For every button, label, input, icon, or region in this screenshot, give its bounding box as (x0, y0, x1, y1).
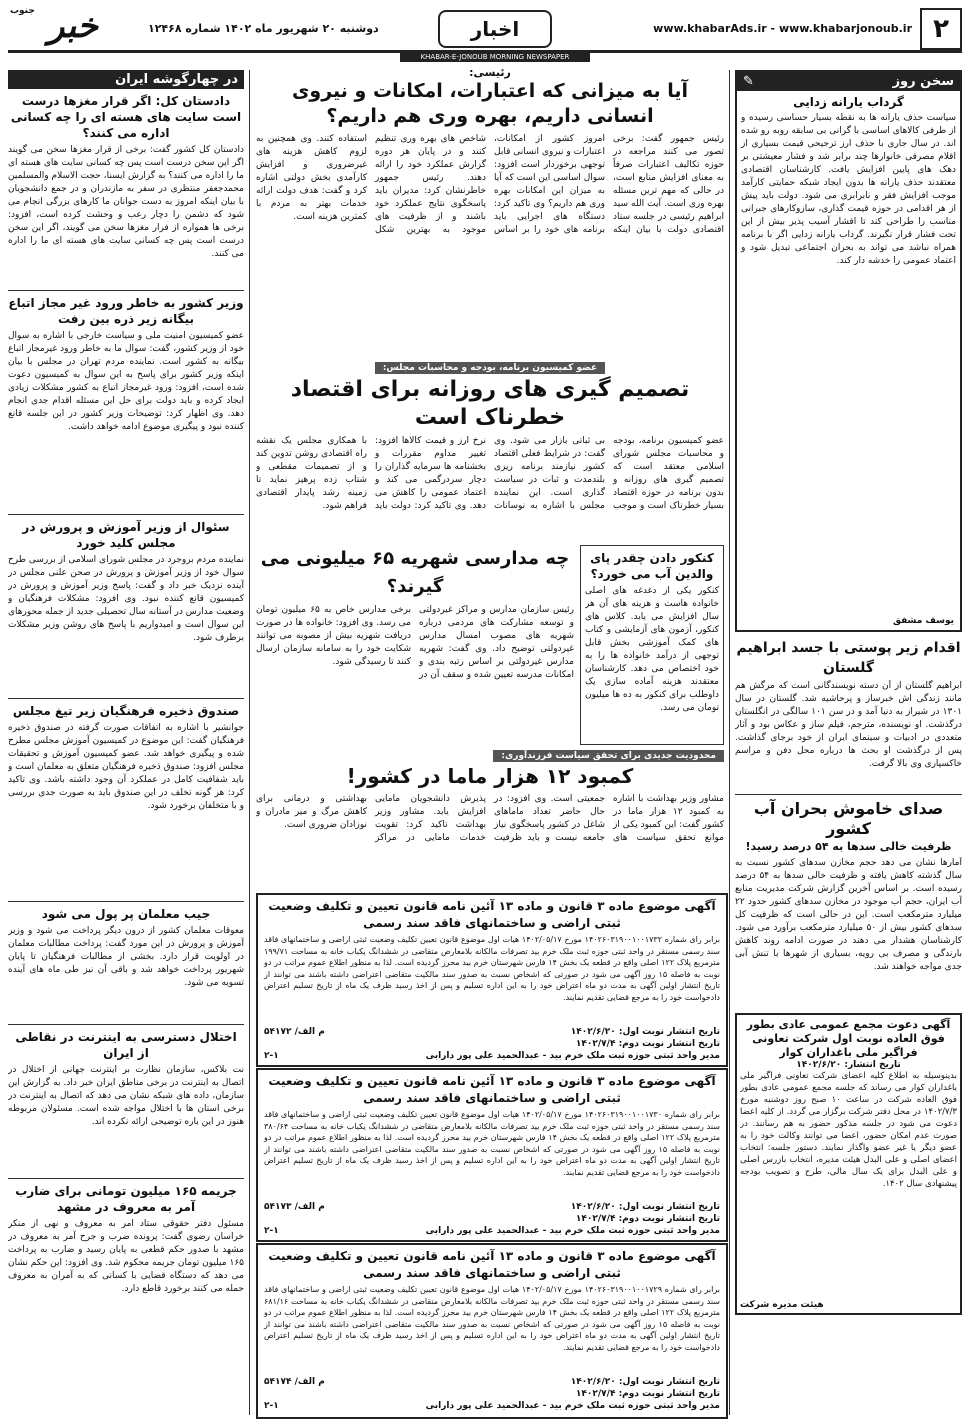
lead-headline: آیا به میزانی که اعتبارات، امکانات و نیروی انسانی داریم، بهره وری هم داریم؟ (292, 80, 688, 127)
ad-signature: مدیر واحد ثبتی حوزه ثبت ملک خرم بید - عبدالحمید علی پور دارابی (425, 1401, 720, 1411)
left-column-title: در چهارگوشه ایران (8, 70, 244, 89)
second-body: عضو کمیسیون برنامه، بودجه و محاسبات مجلس شورای اسلامی معتقد است که تصمیم گیری های روزانه و بدون برنامه در حوزه اقتصاد بسیار خطرناک است و موجب بی ثباتی بازار می شود. وی گفت: در شرایط فعلی اقتصاد کشور نیازمند برنامه ریزی بلندمدت و ثبات در سیاست گذاری است. این نماینده مجلس با اشاره به نوسانات نرخ ارز و قیمت کالاها افزود: تغییر مداوم مقررات و بخشنامه ها سرمایه گذاران را دچار سردرگمی می کند و اعتماد عمومی را کاهش می دهد. وی تاکید کرد: دولت باید با همکاری مجلس یک نقشه راه اقتصادی روشن تدوین کند و از تصمیمات مقطعی و شتاب زده پرهیز نماید تا زمینه رشد پایدار اقتصادی فراهم شود. (256, 436, 724, 511)
article-title: جیب معلمان پر پول می شود (41, 907, 211, 921)
ad-signature: مدیر واحد ثبتی حوزه ثبت ملک خرم بید - عبدالحمید علی پور دارابی (425, 1226, 720, 1236)
article-body: نت بلاکس، سازمان نظارت بر اینترنت جهانی از اختلال در اتصال به اینترنت در برخی مناطق ایران خبر داد. به گزارش این سازمان، داده های شبکه نشان می دهد که اتصال به اینترنت در برخی استان ها با اختلال مواجه شده است. مسئولان مربوطه هنوز در این باره توضیحی ارائه نکرده اند. (8, 1065, 244, 1127)
ad-body: برابر رای شماره ۱۴۰۲۶۰۳۱۹۰۰۱۰۰۱۷۳۰ مورخ ۱۴۰۲/۰۵/۱۷ هیات اول موضوع قانون تعیین تکلیف وضعیت ثبتی اراضی و ساختمانهای فاقد سند رسمی مستقر در واحد ثبتی حوزه ثبت ملک خرم بید تصرفات مالکانه بلامعارض متقاضی در ششدانگ یکباب خانه به مساحت ۳۸۰/۶۴ مترمربع پلاک ۱۲۲ اصلی واقع در قطعه یک بخش ۱۴ فارس شهرستان خرم بید محرز گردیده است. لذا به منظور اطلاع عموم مراتب در دو نوبت به فاصله ۱۵ روز آگهی می شود در صورتی که اشخاص نسبت به صدور سند مالکیت متقاضی اعتراضی داشته باشند می توانند از تاریخ انتشار اولین آگهی به مدت دو ماه اعتراض خود را به این اداره تسلیم و پس از اخذ رسید ظرف یک ماه از تاریخ تسلیم اعتراض دادخواست خود را به مرجع قضایی تقدیم نمایند. (264, 1110, 720, 1177)
konkur-body: کنکور یکی از دغدغه های اصلی خانواده هاست و هزینه های آن هر سال افزایش می یابد. کلاس های کنکور، آزمون های آزمایشی و کتاب های کمک آموزشی بخش قابل توجهی از درآمد خانواده ها را به خود اختصاص می دهد. کارشناسان معتقدند هزینه آماده سازی یک داوطلب برای کنکور به ده ها میلیون تومان می رسد. (585, 586, 719, 713)
midwife-article (256, 750, 724, 888)
english-strip: KHABAR-E-JONOUB MORNING NEWSPAPER (400, 52, 590, 62)
divider (8, 514, 244, 515)
logo-text: خبر (47, 6, 99, 46)
ad-footer (258, 1213, 726, 1225)
ad-body: برابر رای شماره ۱۴۰۲۶۰۳۱۹۰۰۱۰۰۱۷۳۲ مورخ ۱۴۰۲/۰۵/۱۷ هیات اول موضوع قانون تعیین تکلیف وضعیت ثبتی اراضی و ساختمانهای فاقد سند رسمی مستقر در واحد ثبتی حوزه ثبت ملک خرم بید تصرفات مالکانه بلامعارض متقاضی در ششدانگ یکباب خانه به مساحت ۱۹۹/۷۱ مترمربع پلاک ۱۲۲ اصلی واقع در قطعه یک بخش ۱۴ فارس شهرستان خرم بید محرز گردیده است. لذا به منظور اطلاع عموم مراتب در دو نوبت به فاصله ۱۵ روز آگهی می شود در صورتی که اشخاص نسبت به صدور سند مالکیت متقاضی اعتراضی داشته باشند می توانند از تاریخ انتشار اولین آگهی به مدت دو ماه اعتراض خود را به این اداره تسلیم و پس از اخذ رسید ظرف یک ماه از تاریخ تسلیم اعتراض دادخواست خود را به مرجع قضایی تقدیم نمایند. (264, 935, 720, 1002)
ad-footer (258, 1388, 726, 1400)
article-body: مسئول دفتر حقوقی ستاد امر به معروف و نهی از منکر خراسان رضوی گفت: پرونده ضرب و جرح آمر به معروف در مشهد با صدور حکم قطعی به پایان رسید و ضارب به پرداخت ۱۶۵ میلیون تومان جریمه محکوم شد. وی افزود: این حکم نشان می دهد که دستگاه قضایی با کسانی که به آمران به معروف حمله می کنند برخورد قاطع دارد. (8, 1219, 244, 1294)
newspaper-logo (8, 4, 138, 48)
ad-date-first: تاریخ انتشار نوبت اول: ۱۴۰۲/۶/۲۰ (570, 1202, 720, 1212)
right-column (735, 70, 962, 1415)
lead-body: رئیس جمهور گفت: برخی تصور می کنند مراجعه در حوزه تکالیف اعتبارات صرفاً به معنای افزایش منابع است، در حالی که مهم ترین مسئله بهره وری است. آیت الله سید ابراهیم رئیسی در جلسه ستاد اقتصادی دولت با بیان اینکه امروز کشور از امکانات، اعتبارات و نیروی انسانی قابل توجهی برخوردار است افزود: سوال اساسی این است که آیا به میزان این امکانات بهره وری هم داریم؟ وی تاکید کرد: دستگاه های اجرایی باید برنامه های خود را بر اساس شاخص های بهره وری تنظیم کنند و در پایان هر دوره گزارش عملکرد خود را ارائه دهند. رئیس جمهور خاطرنشان کرد: مدیران باید پاسخگوی نتایج عملکرد خود باشند و از ظرفیت های موجود به بهترین شکل استفاده کنند. وی همچنین به لزوم کاهش هزینه های غیرضروری و افزایش کارآمدی بخش دولتی اشاره کرد و گفت: هدف دولت ارائه خدمات بهتر به مردم با کمترین هزینه است. (256, 134, 724, 235)
pen-icon: ✎ (743, 74, 754, 89)
lead-kicker: رئیسی: (469, 66, 511, 79)
issue-date: دوشنبه ۲۰ شهریور ماه ۱۴۰۲ شماره ۱۲۴۶۸ (148, 22, 379, 35)
golestan-body: ابراهیم گلستان از آن دسته نویسندگانی است که مرگش هم مانند زندگی اش خبرساز و پرحاشیه شد. گلستان در سال ۱۳۰۱ در شیراز به دنیا آمد و در سن ۱۰۱ سالگی در انگلستان درگذشت. او نویسنده، مترجم، فیلم ساز و عکاس بود و آثار متعددی در ادبیات و سینمای ایران از خود برجای گذاشت. پس از درگذشت او بحث ها درباره محل دفن و مراسم خاکسپاری وی بالا گرفت. (735, 681, 962, 769)
ad-number: ۲-۱ (264, 1226, 279, 1236)
ad-number: ۲-۱ (264, 1401, 279, 1411)
midwife-headline: کمبود ۱۲ هزار ماما در کشور! (346, 764, 634, 788)
school-headline: چه مدارسی شهریه ۶۵ میلیونی می گیرند؟ (260, 548, 570, 597)
lead-article (256, 66, 724, 351)
ad-footer (258, 1038, 726, 1050)
article-body: نماینده مردم بروجرد در مجلس شورای اسلامی از بررسی طرح سوال خود از وزیر آموزش و پرورش در صحن علنی مجلس در آینده نزدیک خبر داد و گفت: پاسخ وزیر آموزش و پرورش در کمیسیون قانع کننده نبود. وی افزود: مشکلات فرهنگیان و وضعیت مدارس در آستانه سال تحصیلی جدید از جمله محورهای این سوال است و امیدواریم با پاسخ های روشن وزیر مشکلات برطرف شود. (8, 555, 244, 643)
divider (8, 1024, 244, 1025)
ad-signature-row (258, 1400, 726, 1412)
divider (8, 290, 244, 291)
divider (8, 1178, 244, 1179)
ad-date-first: تاریخ انتشار نوبت اول: ۱۴۰۲/۶/۲۰ (570, 1027, 720, 1037)
assembly-title: آگهی دعوت مجمع عمومی عادی بطور فوق العاده نوبت اول شرکت تعاونی فراگیر ملی باغداران کوار (746, 1018, 951, 1059)
article-title: صندوق ذخیره فرهنگیان زیر تیغ مجلس (12, 704, 240, 718)
ad-title: آگهی موضوع ماده ۳ قانون و ماده ۱۳ آئین نامه قانون تعیین و تکلیف وضعیت ثبتی اراضی و ساختمانهای فاقد سند رسمی (268, 899, 716, 930)
column-divider (249, 70, 250, 1415)
konkur-title: کنکور دادن چقدر پای والدین آب می خورد؟ (590, 551, 714, 581)
ad-title: آگهی موضوع ماده ۳ قانون و ماده ۱۳ آئین نامه قانون تعیین و تکلیف وضعیت ثبتی اراضی و ساختمانهای فاقد سند رسمی (268, 1074, 716, 1105)
assembly-date: تاریخ انتشار: ۱۴۰۲/۶/۲۰ (796, 1060, 901, 1070)
ad-title: آگهی موضوع ماده ۳ قانون و ماده ۱۳ آئین نامه قانون تعیین و تکلیف وضعیت ثبتی اراضی و ساختمانهای فاقد سند رسمی (268, 1249, 716, 1280)
article-body: معوقات معلمان کشور از درون دیگر پرداخت می شود و وزیر آموزش و پرورش در این مورد گفت: پرداخت مطالبات معلمان در اولویت قرار دارد. بخشی از مطالبات فرهنگیان تا پایان شهریور پرداخت خواهد شد و باقی آن نیز طی ماه های آینده تسویه می شود. (8, 926, 244, 988)
logo-subtitle: جنوب (10, 6, 35, 16)
article-body: عضو کمیسیون امنیت ملی و سیاست خارجی با اشاره به سوال خود از وزیر کشور، گفت: سوال ما به خاطر ورود غیرمجاز اتباع بیگانه به کشور است. نماینده مردم تهران در مجلس با بیان اینکه وزیر کشور برای پاسخ به این سوال به کمیسیون دعوت شده است، افزود: ورود غیرمجاز اتباع به کشور مشکلات زیادی ایجاد کرده و باید دولت برای حل این مسئله اقدام جدی انجام دهد. وی اظهار کرد: توضیحات وزیر کشور در این جلسه قانع کننده نبود و پیگیری موضوع ادامه خواهد داشت. (8, 331, 244, 432)
article-body: جوانشیر با اشاره به اتفاقات صورت گرفته در صندوق ذخیره فرهنگیان گفت: این موضوع در کمیسیون آموزش مجلس مطرح شده و پیگیری خواهد شد. عضو کمیسیون آموزش و تحقیقات مجلس افزود: صندوق ذخیره فرهنگیان متعلق به معلمان است و باید شفافیت کامل در عملکرد آن وجود داشته باشد. وی تاکید کرد: هر گونه تخلف در این صندوق باید به صورت جدی بررسی و با متخلفان برخورد شود. (8, 723, 244, 811)
ad-signature-row (258, 1050, 726, 1062)
ad-date-second: تاریخ انتشار نوبت دوم: ۱۴۰۲/۷/۴ (575, 1389, 720, 1399)
water-headline: صدای خاموش بحران آب کشور (753, 799, 944, 838)
ad-date-second: تاریخ انتشار نوبت دوم: ۱۴۰۲/۷/۴ (575, 1214, 720, 1224)
article-body: دادستان کل کشور گفت: برخی از قرار مغزها سخن می گویند اگر این سخن درست است پس چه کسانی سایت های هسته ای ما را اداره می کنند؟ به گزارش ایسنا، حجت الاسلام والمسلمین محمدجعفر منتظری در سفر به مازندران و در جمع دانشجویان با بیان اینکه امروز به دست جوانان ما کارهای بزرگی انجام می شود که دشمن را دچار رعب و وحشت کرده است، افزود: برخی ها همواره از فرار مغزها سخن می گویند، اگر این سخن درست است پس چه کسانی سایت های هسته ای ما را اداره می کنند. (8, 145, 244, 259)
golestan-headline: اقدام زیر پوستی با جسد ابراهیم گلستان (736, 640, 961, 676)
editorial-title: گرداب یارانه زدایی (793, 95, 904, 109)
assembly-body: بدینوسیله به اطلاع کلیه اعضای شرکت تعاونی فراگیر ملی باغداران کوار می رساند که جلسه مجمع عمومی عادی بطور فوق العاده شرکت در ساعت ۱۰ صبح روز دوشنبه مورخ ۱۴۰۲/۷/۳ در محل دفتر شرکت برگزار می گردد. از کلیه اعضا دعوت می شود در جلسه مذکور حضور به هم رسانند. در صورت عدم امکان حضور، اعضا می توانند وکالت خود را به عضو دیگر یا غیر عضو واگذار نمایند. دستور جلسه: انتخاب اعضای اصلی و علی البدل هیئت مدیره، انتخاب بازرس اصلی و علی البدل برای یک سال مالی، طرح و تصویب بودجه پیشنهادی سال ۱۴۰۲. (740, 1071, 957, 1189)
article-title: وزیر کشور به خاطر ورود غیر مجاز اتباع بیگانه زیر ذره بین رفت (8, 296, 244, 326)
second-headline: تصمیم گیری های روزانه برای اقتصاد خطرناک است (290, 377, 690, 430)
ad-date-first: تاریخ انتشار نوبت اول: ۱۴۰۲/۶/۲۰ (570, 1377, 720, 1387)
ad-date-second: تاریخ انتشار نوبت دوم: ۱۴۰۲/۷/۴ (575, 1039, 720, 1049)
section-title: اخبار (438, 10, 552, 48)
divider (735, 794, 962, 795)
page-header (8, 8, 962, 53)
ad-number: ۲-۱ (264, 1051, 279, 1061)
column-divider (729, 70, 730, 1415)
page-number: ۲ (920, 8, 962, 50)
ad-body: برابر رای شماره ۱۴۰۲۶۰۳۱۹۰۰۱۰۰۱۷۲۹ مورخ ۱۴۰۲/۰۵/۱۷ هیات اول موضوع قانون تعیین تکلیف وضعیت ثبتی اراضی و ساختمانهای فاقد سند رسمی مستقر در واحد ثبتی حوزه ثبت ملک خرم بید تصرفات مالکانه بلامعارض متقاضی در ششدانگ یکباب خانه به مساحت ۶۸۱/۱۶ مترمربع پلاک ۱۲۲ اصلی واقع در قطعه یک بخش ۱۴ فارس شهرستان خرم بید محرز گردیده است. لذا به منظور اطلاع عموم مراتب در دو نوبت به فاصله ۱۵ روز آگهی می شود در صورتی که اشخاص نسبت به صدور سند مالکیت متقاضی اعتراضی داشته باشند می توانند از تاریخ انتشار اولین آگهی به مدت دو ماه اعتراض خود را به این اداره تسلیم و پس از اخذ رسید ظرف یک ماه از تاریخ تسلیم اعتراض دادخواست خود را به مرجع قضایی تقدیم نمایند. (264, 1285, 720, 1352)
second-article (256, 355, 724, 545)
legal-ad (256, 1068, 728, 1242)
editorial-section: سخن روز (892, 74, 954, 89)
assembly-notice (735, 1013, 962, 1315)
editorial-header (737, 72, 960, 91)
assembly-signature: هیئت مدیره شرکت (740, 1300, 824, 1310)
school-article (256, 545, 574, 745)
website-url[interactable]: www.khabarAds.ir - www.khabarjonoub.ir (653, 22, 912, 35)
midwife-kicker: محدودیت جدیدی برای تحقق سیاست فرزندآوری: (493, 750, 724, 762)
school-body: رئیس سازمان مدارس و مراکز غیردولتی و توسعه مشارکت های مردمی درباره شهریه های مصوب امسال مدارس غیردولتی توضیح داد. وی گفت: شهریه مدارس غیردولتی بر اساس رتبه بندی و امکانات مدرسه تعیین شده و سقف آن در برخی مدارس خاص به ۶۵ میلیون تومان می رسد. وی افزود: خانواده ها در صورت دریافت شهریه بیش از مصوبه می توانند شکایت خود را به سامانه سازمان ارسال کنند تا رسیدگی شود. (256, 605, 574, 680)
article-title: سئوال از وزیر آموزش و پرورش در مجلس کلید خورد (22, 520, 230, 550)
editorial-box (735, 70, 962, 632)
editorial-author: یوسف مشفق (892, 616, 954, 626)
water-subheadline: ظرفیت خالی سدها به ۵۴ درصد رسید! (745, 840, 952, 853)
ad-dates (258, 1026, 726, 1038)
midwife-body: مشاور وزیر بهداشت با اشاره به کمبود ۱۲ هزار ماما در کشور گفت: این کمبود یکی از موانع تحقق سیاست های جمعیتی است. وی افزود: در حال حاضر تعداد ماماهای شاغل در کشور پاسخگوی نیاز جامعه نیست و باید ظرفیت پذیرش دانشجویان مامایی افزایش یابد. مشاور وزیر بهداشت تاکید کرد: تقویت خدمات مامایی در مراکز بهداشتی و درمانی برای کاهش مرگ و میر مادران و نوزادان ضروری است. (256, 794, 724, 843)
ad-dates (258, 1201, 726, 1213)
article-title: جریمه ۱۶۵ میلیون تومانی برای ضارب آمر به معروف در مشهد (15, 1184, 237, 1214)
ad-code: م الف/ ۵۴۱۷۳ (264, 1202, 325, 1212)
editorial-body: سیاست حذف یارانه ها به نقطه بسیار حساسی رسیده و از طرفی کالاهای اساسی با گرانی بی سابقه روبه رو شده اند. در سال جاری با حذف ارز ترجیحی قیمت بسیاری از اقلام مصرفی خانوارها چند برابر شد و فشار معیشتی بر دهک های پایین افزایش یافت. کارشناسان اقتصادی معتقدند حذف یارانه ها بدون ایجاد شبکه حمایتی کارآمد موجب افزایش فقر و نابرابری می شود. دولت باید پیش از هر اقدامی در حوزه قیمت گذاری، سازوکارهای جبرانی مناسب را طراحی کند تا اقشار آسیب پذیر بیش از این تحت فشار قرار نگیرند. گرداب یارانه زدایی اگر با برنامه همراه نباشد می تواند به بحران اجتماعی تبدیل شود و اعتماد عمومی را خدشه دار کند. (741, 113, 956, 266)
left-column (8, 70, 244, 1415)
legal-ad (256, 1243, 728, 1419)
divider (8, 901, 244, 902)
ad-code: م الف/ ۵۴۱۷۴ (264, 1377, 325, 1387)
ad-signature: مدیر واحد ثبتی حوزه ثبت ملک خرم بید - عبدالحمید علی پور دارابی (425, 1051, 720, 1061)
article-title: اختلال دسترسی به اینترنت در نقاطی از ایران (15, 1030, 237, 1060)
second-kicker: عضو کمیسیون برنامه، بودجه و محاسبات مجلس: (375, 362, 605, 374)
water-body: آمارها نشان می دهد حجم مخازن سدهای کشور نسبت به سال گذشته کاهش یافته و ظرفیت خالی سدها به ۵۴ درصد رسیده است. بر اساس آخرین گزارش شرکت مدیریت منابع آب ایران، حجم آب موجود در مخازن سدهای کشور حدود ۲۲ میلیارد مترمکعب است. این در حالی است که ظرفیت کل سدهای کشور بیش از ۵۰ میلیارد مترمکعب برآورد می شود. کارشناسان هشدار می دهند در صورت ادامه روند کاهش بارندگی و مصرف بی رویه، بسیاری از شهرها با تنش آبی جدی مواجه خواهند شد. (735, 858, 962, 972)
ad-code: م الف/ ۵۴۱۷۲ (264, 1027, 325, 1037)
divider (8, 698, 244, 699)
konkur-box (580, 545, 724, 745)
ad-signature-row (258, 1225, 726, 1237)
ad-dates (258, 1376, 726, 1388)
legal-ad (256, 893, 728, 1067)
article-title: دادستان کل: اگر قرار مغزها درست است سایت های هسته ای را چه کسانی اداره می کنند؟ (10, 94, 242, 140)
